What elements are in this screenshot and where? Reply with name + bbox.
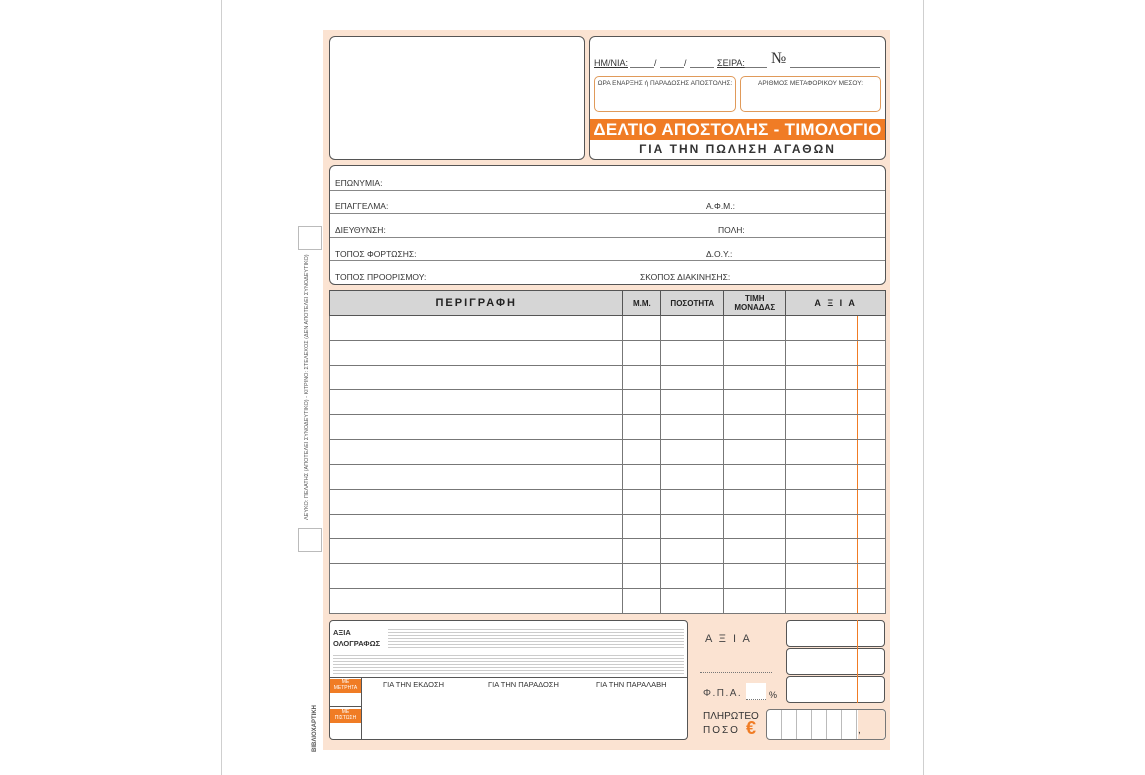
cell[interactable] bbox=[623, 589, 661, 614]
name-label: ΕΠΩΝΥΜΙΑ: bbox=[335, 178, 383, 188]
profession-label: ΕΠΑΓΓΕΛΜΑ: bbox=[335, 201, 389, 211]
items-table bbox=[329, 290, 886, 614]
cell[interactable] bbox=[786, 316, 858, 341]
cell[interactable] bbox=[724, 365, 786, 390]
euro-icon: € bbox=[746, 718, 757, 738]
cell[interactable] bbox=[623, 415, 661, 440]
cell[interactable] bbox=[330, 539, 623, 564]
cell[interactable] bbox=[724, 589, 786, 614]
table-row bbox=[330, 316, 886, 341]
copy-legend: ΛΕΥΚΟ: ΠΕΛΑΤΗΣ (ΑΠΟΤΕΛΕΙ ΣΥΝΟΔΕΥΤΙΚΟ) - ΚΙΤΡΙΝΟ: ΣΤΕΛΕΧΟΣ (ΔΕΝ ΑΠΟΤΕΛΕΙ ΣΥΝΟΔΕΥΤΙΚΟ) bbox=[304, 254, 310, 520]
cell[interactable] bbox=[858, 589, 886, 614]
cell[interactable] bbox=[623, 489, 661, 514]
vat-percent-field[interactable] bbox=[746, 683, 766, 700]
credit-tag-line2: ΠΙΣΤΩΣΗ bbox=[334, 715, 357, 721]
cell[interactable] bbox=[330, 564, 623, 589]
cell[interactable] bbox=[623, 539, 661, 564]
document-title: ΔΕΛΤΙΟ ΑΠΟΣΤΟΛΗΣ - ΤΙΜΟΛΟΓΙΟ bbox=[590, 119, 885, 140]
cell[interactable] bbox=[623, 564, 661, 589]
cell[interactable] bbox=[786, 415, 858, 440]
series-field[interactable] bbox=[745, 67, 767, 68]
tax-office-label: Δ.Ο.Υ.: bbox=[706, 249, 733, 259]
cell[interactable] bbox=[661, 589, 724, 614]
table-row bbox=[330, 564, 886, 589]
col-unit: Μ.Μ. bbox=[623, 291, 661, 316]
cell[interactable] bbox=[786, 539, 858, 564]
address-label: ΔΙΕΥΘΥΝΣΗ: bbox=[335, 225, 386, 235]
cell[interactable] bbox=[623, 316, 661, 341]
brand-text: ΒΙΒΛΙΟΧΑΡΤΙΚΗ bbox=[312, 704, 318, 752]
cell[interactable] bbox=[661, 489, 724, 514]
date-month-field[interactable] bbox=[660, 67, 684, 68]
divider bbox=[329, 677, 688, 678]
cell[interactable] bbox=[661, 440, 724, 465]
loading-place-label: ΤΟΠΟΣ ΦΟΡΤΩΣΗΣ: bbox=[335, 249, 417, 259]
divider bbox=[361, 677, 362, 740]
dotted-line bbox=[700, 672, 772, 673]
table-header-row bbox=[330, 291, 886, 316]
cell[interactable] bbox=[724, 539, 786, 564]
series-label: ΣΕΙΡΑ: bbox=[717, 58, 745, 68]
cell[interactable] bbox=[858, 464, 886, 489]
destination-label: ΤΟΠΟΣ ΠΡΟΟΡΙΣΜΟΥ: bbox=[335, 272, 427, 282]
cell[interactable] bbox=[724, 514, 786, 539]
table-row bbox=[330, 415, 886, 440]
sign-issue-label: ΓΙΑ ΤΗΝ ΕΚΔΟΣΗ bbox=[383, 680, 444, 689]
words-lines[interactable] bbox=[388, 627, 684, 649]
cell[interactable] bbox=[661, 316, 724, 341]
table-row bbox=[330, 489, 886, 514]
table-row bbox=[330, 365, 886, 390]
vat-amount-field[interactable] bbox=[786, 676, 885, 703]
cell[interactable] bbox=[858, 365, 886, 390]
table-row bbox=[330, 539, 886, 564]
punch-mark-bottom bbox=[298, 528, 322, 552]
profession-field[interactable] bbox=[330, 213, 885, 214]
cell[interactable] bbox=[724, 415, 786, 440]
cash-tag-line2: ΜΕΤΡΗΤΑ bbox=[333, 685, 358, 691]
col-unit-price-line2: ΜΟΝΑΔΑΣ bbox=[734, 303, 776, 312]
cell[interactable] bbox=[623, 365, 661, 390]
cell[interactable] bbox=[330, 316, 623, 341]
cell[interactable] bbox=[786, 390, 858, 415]
cell[interactable] bbox=[724, 316, 786, 341]
vehicle-field[interactable] bbox=[740, 76, 881, 112]
cell[interactable] bbox=[724, 464, 786, 489]
col-unit-price-line1: ΤΙΜΗ bbox=[744, 294, 765, 303]
cell[interactable] bbox=[858, 564, 886, 589]
date-day-field[interactable] bbox=[630, 67, 654, 68]
col-description: ΠΕΡΙΓΡΑΦΗ bbox=[330, 291, 623, 316]
table-row bbox=[330, 589, 886, 614]
date-separator: / bbox=[654, 58, 657, 68]
cell[interactable] bbox=[786, 464, 858, 489]
date-label: ΗΜ/ΝΙΑ: bbox=[594, 58, 629, 68]
cell[interactable] bbox=[661, 539, 724, 564]
number-label: № bbox=[771, 50, 787, 67]
cell[interactable] bbox=[661, 365, 724, 390]
cell[interactable] bbox=[786, 564, 858, 589]
cash-tag[interactable] bbox=[330, 679, 361, 693]
decimal-comma: , bbox=[858, 725, 861, 736]
cell[interactable] bbox=[786, 514, 858, 539]
punch-mark-top bbox=[298, 226, 322, 250]
cell[interactable] bbox=[724, 340, 786, 365]
payable-label-line2: ΠΟΣΟ bbox=[703, 725, 740, 736]
cell[interactable] bbox=[724, 440, 786, 465]
cell[interactable] bbox=[724, 564, 786, 589]
decimal-separator-line bbox=[857, 620, 858, 703]
cell[interactable] bbox=[786, 340, 858, 365]
purpose-label: ΣΚΟΠΟΣ ΔΙΑΚΙΝΗΣΗΣ: bbox=[640, 272, 731, 282]
cell[interactable] bbox=[623, 464, 661, 489]
cell[interactable] bbox=[661, 514, 724, 539]
cell[interactable] bbox=[330, 390, 623, 415]
cell[interactable] bbox=[661, 340, 724, 365]
date-year-field[interactable] bbox=[690, 67, 714, 68]
cell[interactable] bbox=[623, 340, 661, 365]
table-row bbox=[330, 390, 886, 415]
cash-tag-line1: ΜΕ bbox=[341, 679, 350, 685]
sign-receipt-label: ΓΙΑ ΤΗΝ ΠΑΡΑΛΑΒΗ bbox=[596, 680, 667, 689]
table-row bbox=[330, 340, 886, 365]
customer-box bbox=[329, 165, 886, 285]
start-time-field[interactable] bbox=[594, 76, 736, 112]
table-row bbox=[330, 514, 886, 539]
cell[interactable] bbox=[724, 390, 786, 415]
document-subtitle: ΓΙΑ ΤΗΝ ΠΩΛΗΣΗ ΑΓΑΘΩΝ bbox=[639, 142, 836, 156]
vat-number-label: Α.Φ.Μ.: bbox=[706, 201, 735, 211]
table-row bbox=[330, 464, 886, 489]
cell[interactable] bbox=[661, 415, 724, 440]
value-total-field[interactable] bbox=[786, 620, 885, 647]
cell[interactable] bbox=[858, 539, 886, 564]
cell[interactable] bbox=[330, 415, 623, 440]
company-box[interactable] bbox=[329, 36, 585, 160]
cell[interactable] bbox=[858, 514, 886, 539]
col-unit-price bbox=[724, 291, 786, 316]
credit-tag-line1: ΜΕ bbox=[341, 709, 350, 715]
cell[interactable] bbox=[330, 340, 623, 365]
cell[interactable] bbox=[858, 440, 886, 465]
divider bbox=[329, 706, 361, 707]
cell[interactable] bbox=[858, 340, 886, 365]
cell[interactable] bbox=[786, 489, 858, 514]
percent-sign: % bbox=[769, 690, 778, 700]
table-row bbox=[330, 440, 886, 465]
cell[interactable] bbox=[330, 440, 623, 465]
cell[interactable] bbox=[858, 489, 886, 514]
cell[interactable] bbox=[330, 365, 623, 390]
cell[interactable] bbox=[330, 464, 623, 489]
cell[interactable] bbox=[623, 440, 661, 465]
date-separator: / bbox=[684, 58, 687, 68]
number-field[interactable] bbox=[790, 67, 880, 68]
words-label-line1: ΑΞΙΑ bbox=[333, 628, 351, 637]
vat-label: Φ.Π.Α. bbox=[703, 688, 743, 699]
cell[interactable] bbox=[724, 489, 786, 514]
cell[interactable] bbox=[858, 415, 886, 440]
cell[interactable] bbox=[858, 316, 886, 341]
vehicle-label: ΑΡΙΘΜΟΣ ΜΕΤΑΦΟΡΙΚΟΥ ΜΕΣΟΥ: bbox=[758, 80, 863, 87]
col-quantity: ΠΟΣΟΤΗΤΑ bbox=[661, 291, 724, 316]
loading-place-field[interactable] bbox=[330, 260, 885, 261]
start-time-label: ΩΡΑ ΕΝΑΡΞΗΣ ή ΠΑΡΑΔΟΣΗΣ ΑΠΟΣΤΟΛΗΣ: bbox=[597, 80, 733, 87]
address-field[interactable] bbox=[330, 237, 885, 238]
cell[interactable] bbox=[330, 589, 623, 614]
words-lines-2[interactable] bbox=[333, 653, 684, 675]
col-value: Α Ξ Ι Α bbox=[786, 291, 886, 316]
cell[interactable] bbox=[786, 365, 858, 390]
cell[interactable] bbox=[786, 589, 858, 614]
cents-area bbox=[858, 710, 885, 739]
cell[interactable] bbox=[786, 440, 858, 465]
cell[interactable] bbox=[330, 489, 623, 514]
cell[interactable] bbox=[623, 390, 661, 415]
sign-delivery-label: ΓΙΑ ΤΗΝ ΠΑΡΑΔΟΣΗ bbox=[488, 680, 559, 689]
cell[interactable] bbox=[661, 390, 724, 415]
cell[interactable] bbox=[661, 464, 724, 489]
words-label-line2: ΟΛΟΓΡΑΦΩΣ bbox=[333, 639, 381, 648]
cell[interactable] bbox=[623, 514, 661, 539]
credit-tag[interactable] bbox=[330, 709, 361, 723]
payable-label-line1: ΠΛΗΡΩΤΕΟ bbox=[703, 711, 759, 722]
cell[interactable] bbox=[661, 564, 724, 589]
value-subtotal-field[interactable] bbox=[786, 648, 885, 675]
city-label: ΠΟΛΗ: bbox=[718, 225, 745, 235]
cell[interactable] bbox=[330, 514, 623, 539]
name-field[interactable] bbox=[330, 190, 885, 191]
cell[interactable] bbox=[858, 390, 886, 415]
value-label: Α Ξ Ι Α bbox=[705, 633, 752, 645]
